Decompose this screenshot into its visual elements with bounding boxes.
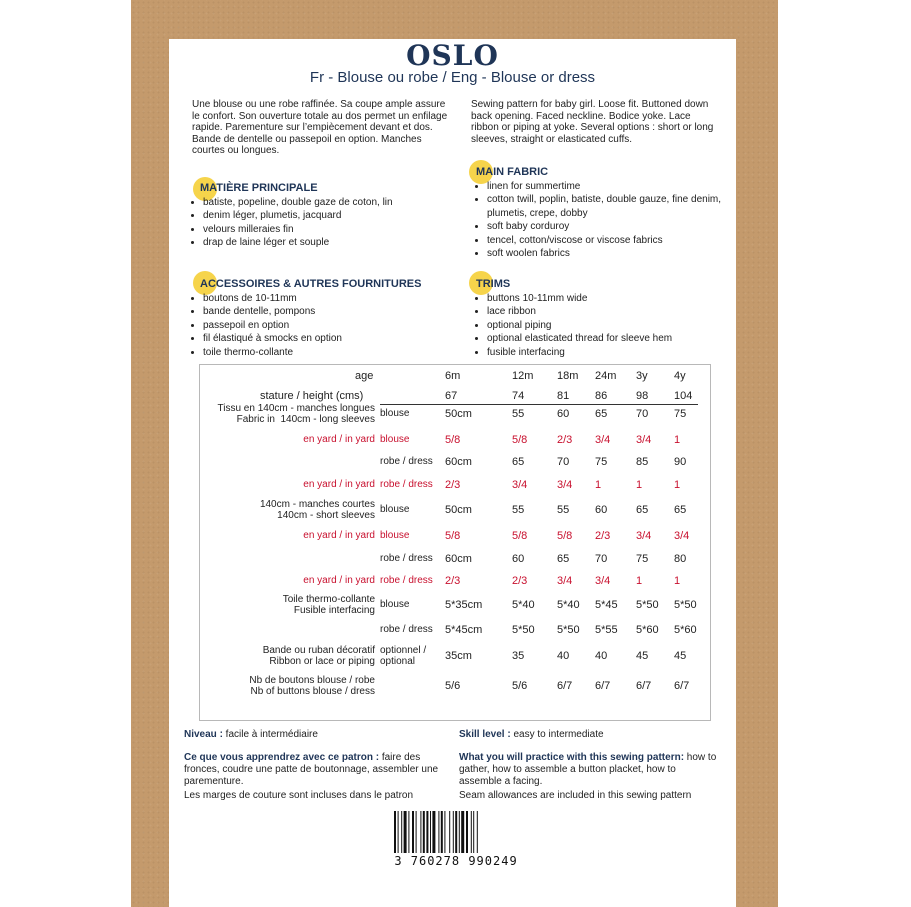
list-item: • passepoil en option bbox=[203, 319, 473, 332]
table-value-cell: 5/8 bbox=[512, 530, 528, 542]
barcode-bar bbox=[430, 811, 431, 853]
table-value-cell: 65 bbox=[674, 504, 687, 516]
row-label: en yard / in yard bbox=[303, 434, 375, 445]
barcode-bar bbox=[404, 811, 407, 853]
heading-trims-en: TRIMS bbox=[476, 278, 511, 290]
table-value-cell: 65 bbox=[512, 456, 525, 468]
age-label: age bbox=[355, 370, 374, 382]
barcode-bar bbox=[412, 811, 414, 853]
barcode-bar bbox=[408, 811, 409, 853]
table-value-cell: 5*60 bbox=[636, 624, 659, 636]
barcode-bar bbox=[444, 811, 445, 853]
list-item: • tencel, cotton/viscose or viscose fabrics bbox=[487, 234, 737, 247]
list-item: • drap de laine léger et souple bbox=[203, 236, 473, 249]
table-value-cell: 5*60 bbox=[674, 624, 697, 636]
table-value-cell: 1 bbox=[636, 575, 643, 587]
list-item: • denim léger, plumetis, jacquard bbox=[203, 209, 473, 222]
list-item: • boutons de 10-11mm bbox=[203, 292, 473, 305]
intro-french: Une blouse ou une robe raffinée. Sa coupe ample assure le confort. Son ouverture totale au dos permet un enfilage rapide. Parementure sur l’empiècement devant et dos. Bande de dentelle ou passepoil en option. Manches courtes ou longues. bbox=[192, 99, 448, 156]
heading-accessories-fr: ACCESSOIRES & AUTRES FOURNITURES bbox=[200, 278, 422, 290]
intro-english: Sewing pattern for baby girl. Loose fit. Buttoned down back opening. Faced neckline. Bodice yoke. Lace ribbon or piping at yoke. Several options : short or long sleeves, straight or elasticated cuffs. bbox=[471, 99, 714, 145]
list-item: • toile thermo-collante bbox=[203, 346, 473, 359]
barcode-number: 3 760278 990249 bbox=[394, 854, 518, 868]
table-value-cell: 5*50 bbox=[557, 624, 580, 636]
barcode-bar bbox=[394, 811, 396, 853]
table-value-cell: 5*35cm bbox=[445, 599, 483, 611]
stature-cell: 74 bbox=[512, 390, 525, 402]
list-accessories-fr bbox=[183, 292, 473, 359]
level-fr: Niveau : facile à intermédiaire bbox=[184, 729, 318, 740]
heading-main-fabric-en: MAIN FABRIC bbox=[476, 166, 549, 178]
stature-label: stature / height (cms) bbox=[260, 390, 364, 402]
table-value-cell: 6/7 bbox=[636, 680, 652, 692]
list-item: • velours milleraies fin bbox=[203, 223, 473, 236]
table-value-cell: 5*45 bbox=[595, 599, 618, 611]
row-label: en yard / in yard bbox=[303, 575, 375, 586]
age-header-cell: 18m bbox=[557, 370, 579, 382]
row-garment-type: robe / dress bbox=[380, 624, 433, 635]
table-value-cell: 1 bbox=[674, 479, 681, 491]
table-value-cell: 60 bbox=[512, 553, 525, 565]
table-value-cell: 35cm bbox=[445, 650, 472, 662]
row-garment-type: robe / dress bbox=[380, 575, 433, 586]
table-value-cell: 5*50 bbox=[636, 599, 659, 611]
table-value-cell: 2/3 bbox=[445, 575, 461, 587]
table-value-cell: 70 bbox=[595, 553, 608, 565]
row-garment-type: blouse bbox=[380, 599, 410, 610]
table-value-cell: 5*45cm bbox=[445, 624, 483, 636]
list-item: • batiste, popeline, double gaze de coton, lin bbox=[203, 196, 473, 209]
table-value-cell: 80 bbox=[674, 553, 687, 565]
barcode-bar bbox=[420, 811, 421, 853]
table-value-cell: 60cm bbox=[445, 553, 472, 565]
table-value-cell: 60cm bbox=[445, 456, 472, 468]
table-value-cell: 55 bbox=[557, 504, 570, 516]
learn-en: What you will practice with this sewing pattern: how to gather, how to assemble a button placket, how to assemble a facing. bbox=[459, 752, 717, 787]
stature-cell: 104 bbox=[674, 390, 693, 402]
list-item: • soft baby corduroy bbox=[487, 220, 737, 233]
age-header-cell: 4y bbox=[674, 370, 686, 382]
table-value-cell: 40 bbox=[595, 650, 608, 662]
list-main-fabric-en bbox=[467, 180, 737, 260]
age-header-cell: 6m bbox=[445, 370, 461, 382]
table-value-cell: 2/3 bbox=[512, 575, 528, 587]
learn-fr: Ce que vous apprendrez avec ce patron : faire des fronces, coudre une patte de boutonnage, assembler une parementure. bbox=[184, 752, 439, 787]
table-value-cell: 5/8 bbox=[512, 434, 528, 446]
table-value-cell: 2/3 bbox=[445, 479, 461, 491]
barcode-bar bbox=[438, 811, 439, 853]
barcode-bar bbox=[426, 811, 428, 853]
table-value-cell: 1 bbox=[595, 479, 602, 491]
table-value-cell: 75 bbox=[636, 553, 649, 565]
row-garment-type: robe / dress bbox=[380, 553, 433, 564]
table-value-cell: 65 bbox=[595, 408, 608, 420]
list-item: • optional elasticated thread for sleeve hem bbox=[487, 332, 737, 345]
barcode-bar bbox=[423, 811, 425, 853]
table-value-cell: 3/4 bbox=[636, 530, 652, 542]
barcode-bar bbox=[471, 811, 472, 853]
row-label: 140cm - manches courtes 140cm - short sleeves bbox=[259, 499, 375, 521]
seam-note-en: Seam allowances are included in this sewing pattern bbox=[459, 790, 692, 801]
barcode-bar bbox=[461, 811, 464, 853]
barcode-bar bbox=[441, 811, 443, 853]
list-item: • bande dentelle, pompons bbox=[203, 305, 473, 318]
table-value-cell: 6/7 bbox=[595, 680, 611, 692]
barcode-bar bbox=[453, 811, 454, 853]
list-item: • optional piping bbox=[487, 319, 737, 332]
table-value-cell: 65 bbox=[557, 553, 570, 565]
stature-cell: 98 bbox=[636, 390, 649, 402]
row-garment-type: blouse bbox=[380, 530, 410, 541]
table-value-cell: 55 bbox=[512, 408, 525, 420]
table-value-cell: 5/6 bbox=[512, 680, 528, 692]
barcode-bar bbox=[401, 811, 402, 853]
size-table bbox=[199, 364, 711, 721]
table-value-cell: 5/6 bbox=[445, 680, 461, 692]
table-value-cell: 85 bbox=[636, 456, 649, 468]
age-header-cell: 24m bbox=[595, 370, 617, 382]
heading-main-fabric-fr: MATIÈRE PRINCIPALE bbox=[200, 182, 318, 194]
table-value-cell: 50cm bbox=[445, 504, 472, 516]
seam-note-fr: Les marges de couture sont incluses dans le patron bbox=[184, 790, 414, 801]
table-value-cell: 5*55 bbox=[595, 624, 618, 636]
table-value-cell: 45 bbox=[636, 650, 649, 662]
table-value-cell: 50cm bbox=[445, 408, 472, 420]
table-value-cell: 40 bbox=[557, 650, 570, 662]
table-value-cell: 2/3 bbox=[557, 434, 573, 446]
row-label: Bande ou ruban décoratif Ribbon or lace or piping bbox=[262, 645, 375, 667]
row-garment-type: robe / dress bbox=[380, 456, 433, 467]
table-value-cell: 2/3 bbox=[595, 530, 611, 542]
row-garment-type: optionnel / optional bbox=[380, 645, 427, 667]
stature-cell: 67 bbox=[445, 390, 458, 402]
row-label: Toile thermo-collante Fusible interfacing bbox=[282, 594, 375, 616]
table-value-cell: 5/8 bbox=[557, 530, 573, 542]
list-item: • cotton twill, poplin, batiste, double gauze, fine denim, plumetis, crepe, dobby bbox=[487, 193, 737, 220]
table-value-cell: 3/4 bbox=[674, 530, 690, 542]
table-value-cell: 3/4 bbox=[557, 575, 573, 587]
row-garment-type: robe / dress bbox=[380, 479, 433, 490]
pattern-subtitle: Fr - Blouse ou robe / Eng - Blouse or dress bbox=[309, 69, 596, 86]
pattern-info-sheet bbox=[169, 39, 736, 907]
row-garment-type: blouse bbox=[380, 504, 410, 515]
table-value-cell: 6/7 bbox=[557, 680, 573, 692]
table-value-cell: 1 bbox=[636, 479, 643, 491]
barcode-bar bbox=[449, 811, 450, 853]
list-item: • lace ribbon bbox=[487, 305, 737, 318]
row-label: Tissu en 140cm - manches longues Fabric in 140cm - long sleeves bbox=[217, 403, 375, 425]
table-value-cell: 5/8 bbox=[445, 434, 461, 446]
table-value-cell: 35 bbox=[512, 650, 525, 662]
row-garment-type: blouse bbox=[380, 408, 410, 419]
barcode-bar bbox=[416, 811, 417, 853]
table-value-cell: 60 bbox=[595, 504, 608, 516]
table-value-cell: 70 bbox=[636, 408, 649, 420]
stature-cell: 86 bbox=[595, 390, 608, 402]
barcode-bar bbox=[398, 811, 399, 853]
list-trims-en bbox=[467, 292, 737, 359]
barcode-bar bbox=[459, 811, 460, 853]
table-value-cell: 3/4 bbox=[595, 434, 611, 446]
list-item: • fusible interfacing bbox=[487, 346, 737, 359]
table-value-cell: 5*50 bbox=[512, 624, 535, 636]
barcode-bar bbox=[473, 811, 474, 853]
table-value-cell: 5*40 bbox=[557, 599, 580, 611]
table-value-cell: 90 bbox=[674, 456, 687, 468]
age-header-cell: 12m bbox=[512, 370, 534, 382]
level-en: Skill level : easy to intermediate bbox=[459, 729, 604, 740]
table-value-cell: 3/4 bbox=[595, 575, 611, 587]
row-label: en yard / in yard bbox=[303, 479, 375, 490]
table-value-cell: 45 bbox=[674, 650, 687, 662]
list-item: • soft woolen fabrics bbox=[487, 247, 737, 260]
list-item: • linen for summertime bbox=[487, 180, 737, 193]
table-value-cell: 75 bbox=[595, 456, 608, 468]
table-value-cell: 1 bbox=[674, 575, 681, 587]
table-value-cell: 3/4 bbox=[557, 479, 573, 491]
table-value-cell: 75 bbox=[674, 408, 687, 420]
table-value-cell: 70 bbox=[557, 456, 570, 468]
table-value-cell: 1 bbox=[674, 434, 681, 446]
table-value-cell: 60 bbox=[557, 408, 570, 420]
row-label: en yard / in yard bbox=[303, 530, 375, 541]
table-value-cell: 5/8 bbox=[445, 530, 461, 542]
barcode-bar bbox=[455, 811, 457, 853]
row-label: Nb de boutons blouse / robe Nb of buttons blouse / dress bbox=[249, 675, 375, 697]
stature-cell: 81 bbox=[557, 390, 570, 402]
list-item: • fil élastiqué à smocks en option bbox=[203, 332, 473, 345]
barcode-bar bbox=[432, 811, 435, 853]
barcode-bar bbox=[466, 811, 468, 853]
list-item: • buttons 10-11mm wide bbox=[487, 292, 737, 305]
table-value-cell: 65 bbox=[636, 504, 649, 516]
age-header-cell: 3y bbox=[636, 370, 648, 382]
list-main-fabric-fr bbox=[183, 196, 473, 250]
row-garment-type: blouse bbox=[380, 434, 410, 445]
table-value-cell: 5*40 bbox=[512, 599, 535, 611]
table-value-cell: 55 bbox=[512, 504, 525, 516]
pattern-title: OSLO bbox=[406, 39, 499, 72]
header-divider bbox=[380, 404, 698, 405]
table-value-cell: 5*50 bbox=[674, 599, 697, 611]
table-value-cell: 6/7 bbox=[674, 680, 690, 692]
barcode-bar bbox=[477, 811, 478, 853]
table-value-cell: 3/4 bbox=[636, 434, 652, 446]
table-value-cell: 3/4 bbox=[512, 479, 528, 491]
